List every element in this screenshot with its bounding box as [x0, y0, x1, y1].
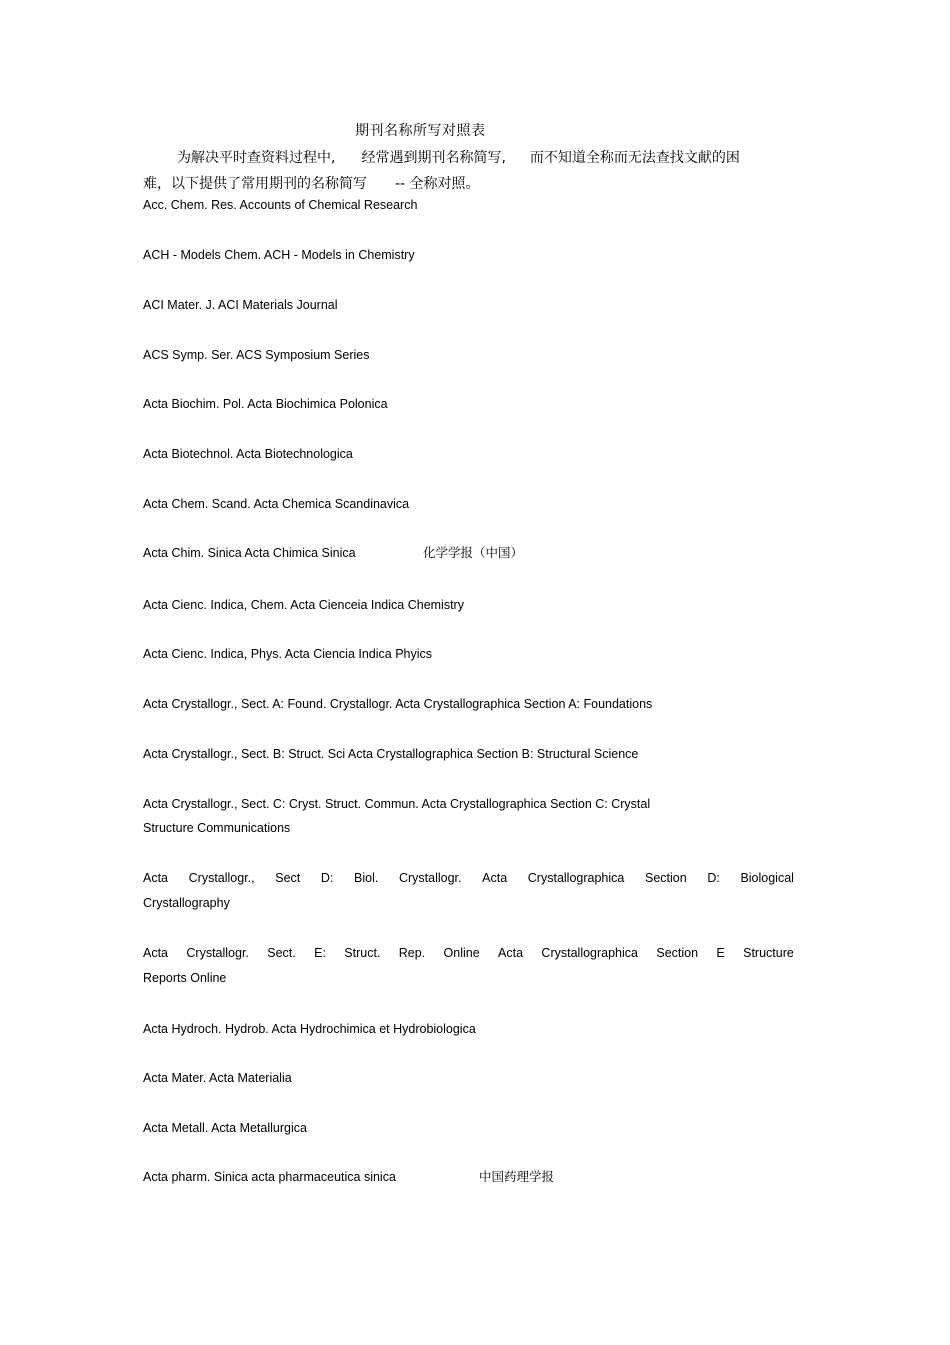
entry-word: Biol. [354, 871, 379, 885]
entry-word: Acta [143, 946, 169, 960]
intro-part-2: 经常遇到期刊名称简写, [361, 150, 506, 166]
entry-word: D: [320, 871, 334, 885]
journal-entry: Acta Cienc. Indica, Phys. Acta Ciencia Indica Phyics [143, 647, 433, 661]
entry-word: D: [707, 871, 720, 885]
intro-part-1: 为解决平时查资料过程中, [177, 150, 336, 166]
journal-entry-line-1: Acta Crystallogr., Sect. C: Cryst. Struct. Commun. Acta Crystallographica Section C: Crystal [143, 797, 651, 811]
entry-word: Acta [482, 871, 508, 885]
journal-entry-text: Acta Chim. Sinica Acta Chimica Sinica [143, 546, 356, 560]
journal-entry: ACS Symp. Ser. ACS Symposium Series [143, 348, 370, 362]
journal-entry [143, 941, 794, 991]
journal-entry: Acta Biochim. Pol. Acta Biochimica Polonica [143, 397, 388, 411]
entry-word: Acta [498, 946, 524, 960]
intro-line-1 [143, 145, 788, 171]
journal-entry: Acta Hydroch. Hydrob. Acta Hydrochimica et Hydrobiologica [143, 1022, 476, 1036]
intro-part-4: 难，以下提供了常用期刊的名称简写 [143, 176, 367, 192]
entry-word: Crystallogr. [398, 871, 462, 885]
journal-entry: Acta Metall. Acta Metallurgica [143, 1121, 307, 1135]
entry-word: Online [443, 946, 480, 960]
intro-part-5: -- 全称对照。 [395, 176, 480, 192]
intro-paragraph [143, 145, 788, 197]
journal-entry-line-2: Structure Communications [143, 821, 291, 835]
document-title: 期刊名称所写对照表 [355, 123, 486, 139]
entry-word: Crystallographica [541, 946, 638, 960]
entry-word: Rep. [398, 946, 426, 960]
entry-word: Struct. [344, 946, 381, 960]
entry-word: Sect [275, 871, 301, 885]
journal-entry: Acta Crystallogr., Sect. B: Struct. Sci Acta Crystallographica Section B: Structural Science [143, 747, 639, 761]
journal-entry: ACI Mater. J. ACI Materials Journal [143, 298, 338, 312]
journal-entry: Acta Mater. Acta Materialia [143, 1071, 292, 1085]
journal-entry-chinese: 化学学报（中国） [423, 545, 524, 560]
journal-entry [143, 866, 794, 916]
journal-entry: Acta Chem. Scand. Acta Chemica Scandinavica [143, 497, 410, 511]
journal-entry-line-1 [143, 866, 794, 891]
entry-word: Biological [740, 871, 794, 885]
entry-word: Acta [143, 871, 169, 885]
journal-entry: Acc. Chem. Res. Accounts of Chemical Research [143, 198, 418, 212]
journal-entry: Acta Crystallogr., Sect. A: Found. Crystallogr. Acta Crystallographica Section A: Foundations [143, 697, 653, 711]
entry-word: Section [656, 946, 699, 960]
journal-entry-line-2: Crystallography [143, 896, 230, 910]
journal-entry-line-1 [143, 941, 794, 966]
journal-entry-line-2: Reports Online [143, 971, 227, 985]
entry-word: Sect. [267, 946, 296, 960]
entry-word: Crystallogr. [186, 946, 249, 960]
entry-word: E: [314, 946, 326, 960]
entry-word: Crystallogr., [188, 871, 255, 885]
journal-entry [143, 792, 794, 840]
entry-word: Structure [743, 946, 794, 960]
journal-entry: Acta Biotechnol. Acta Biotechnologica [143, 447, 353, 461]
intro-part-3: 而不知道全称而无法查找文献的困 [529, 150, 740, 166]
entry-word: Section [644, 871, 687, 885]
journal-entry [143, 541, 794, 565]
journal-entry: ACH - Models Chem. ACH - Models in Chemistry [143, 248, 415, 262]
entry-word: Crystallographica [527, 871, 625, 885]
journal-entry-chinese: 中国药理学报 [479, 1169, 555, 1184]
entry-word: E [716, 946, 725, 960]
journal-entry-text: Acta pharm. Sinica acta pharmaceutica sinica [143, 1170, 396, 1184]
journal-entry: Acta Cienc. Indica, Chem. Acta Cienceia Indica Chemistry [143, 598, 464, 612]
journal-entry [143, 1165, 794, 1189]
